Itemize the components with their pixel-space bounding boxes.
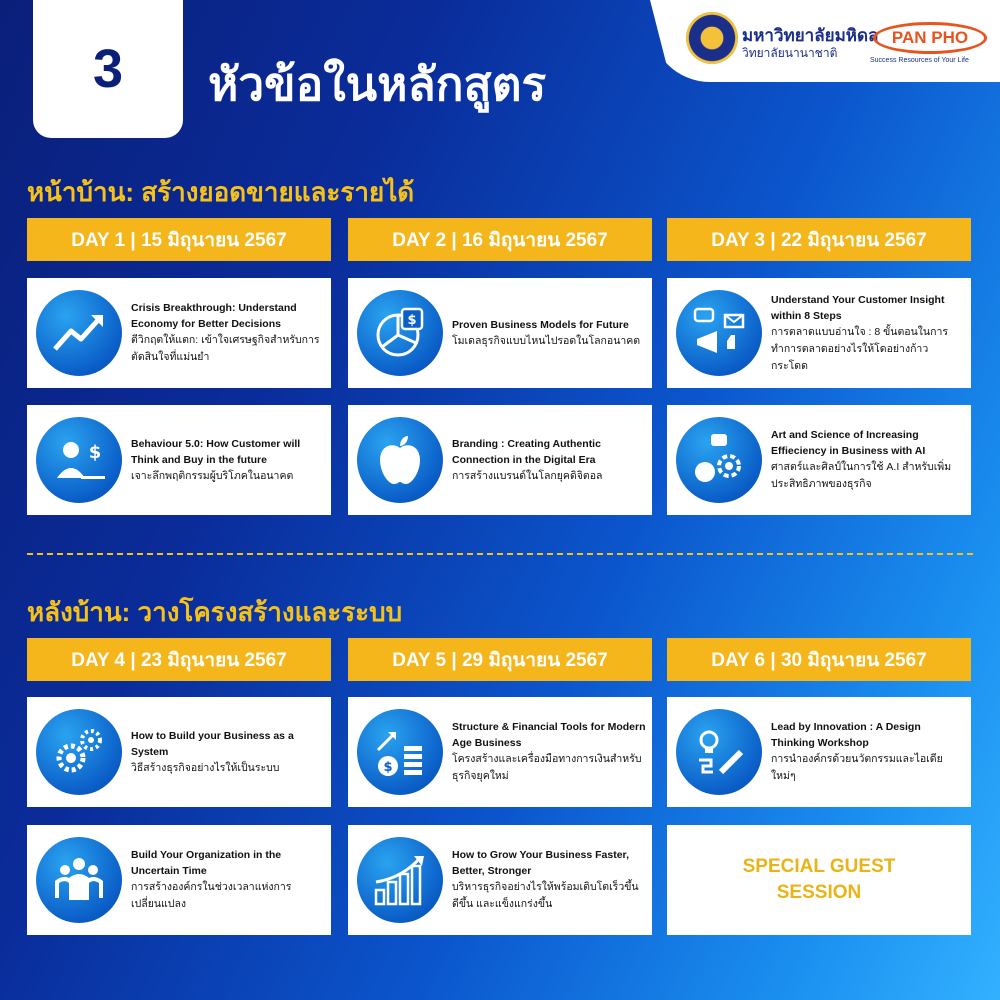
session-title-en: How to Build your Business as a System — [131, 729, 294, 758]
day-3-bar: DAY 3 | 22 มิถุนายน 2567 — [667, 218, 971, 261]
session-card — [27, 278, 331, 388]
session-title-th: การสร้างองค์กรในช่วงเวลาแห่งการเปลี่ยนแปลง — [131, 881, 292, 910]
special-guest-card — [667, 825, 971, 935]
session-card — [348, 697, 652, 807]
session-title-th: วิธีสร้างธุรกิจอย่างไรให้เป็นระบบ — [131, 761, 280, 774]
session-card — [667, 697, 971, 807]
session-title-th: การนำองค์กรด้วยนวัตกรรมและไอเดียใหม่ๆ — [771, 753, 943, 782]
section-divider — [27, 553, 973, 555]
svg-text:$: $ — [88, 442, 102, 463]
session-card — [667, 278, 971, 388]
session-card — [27, 405, 331, 515]
session-card — [348, 278, 652, 388]
customer-icon — [36, 417, 122, 503]
day-5-bar: DAY 5 | 29 มิถุนายน 2567 — [348, 638, 652, 681]
day-4-bar: DAY 4 | 23 มิถุนายน 2567 — [27, 638, 331, 681]
svg-text:$: $ — [407, 313, 417, 328]
svg-text:$: $ — [383, 760, 393, 775]
section-heading-back: หลังบ้าน: วางโครงสร้างและระบบ — [27, 597, 403, 627]
session-title-en: Branding : Creating Authentic Connection in the Digital Era — [452, 437, 601, 466]
special-guest-label: SPECIAL GUEST SESSION — [742, 856, 896, 903]
session-title-th: เจาะลึกพฤติกรรมผู้บริโภคในอนาคต — [131, 469, 294, 482]
team-icon — [36, 837, 122, 923]
partner-tagline: Success Resources of Your Life — [870, 57, 969, 64]
session-title-th: การตลาดแบบอ่านใจ : 8 ขั้นตอนในการทำการตลาดอย่างไรให้โดอย่างก้าวกระโดด — [771, 325, 948, 372]
day-1-bar: DAY 1 | 15 มิถุนายน 2567 — [27, 218, 331, 261]
session-title-en: How to Grow Your Business Faster, Better, Stronger — [452, 849, 629, 877]
session-card — [348, 825, 652, 935]
session-title-en: Understand Your Customer Insight within 8 Steps — [771, 293, 945, 322]
partner-logo: PAN PHO — [873, 22, 987, 54]
session-card — [348, 405, 652, 515]
session-card — [27, 697, 331, 807]
gears-icon — [36, 709, 122, 795]
section-number: 3 — [92, 39, 124, 99]
session-title-en: Proven Business Models for Future — [452, 318, 629, 331]
section-number-box — [33, 0, 183, 138]
pie-chart-icon — [357, 290, 443, 376]
day-2-bar: DAY 2 | 16 มิถุนายน 2567 — [348, 218, 652, 261]
page-title: หัวข้อในหลักสูตร — [208, 58, 547, 110]
session-title-th: การสร้างแบรนด์ในโลกยุคดิจิตอล — [452, 469, 603, 482]
session-title-th: ตีวิกฤตให้แตก: เข้าใจเศรษฐกิจสำหรับการตัดสินใจที่แม่นยำ — [131, 334, 320, 363]
session-title-en: Structure & Financial Tools for Modern Age Business — [452, 721, 646, 749]
session-title-th: โมเดลธุรกิจแบบไหนไปรอดในโลกอนาคต — [452, 334, 641, 347]
session-title-en: Art and Science of Increasing Effieciency in Business with AI — [771, 429, 926, 457]
lightbulb-pencil-icon — [676, 709, 762, 795]
session-title-th: ศาสตร์และศิลป์ในการใช้ A.I สำหรับเพิ่มประสิทธิภาพของธุรกิจ — [771, 461, 952, 490]
university-seal-icon — [686, 12, 738, 64]
session-card — [667, 405, 971, 515]
session-title-en: Behaviour 5.0: How Customer will Think and Buy in the future — [131, 437, 301, 466]
university-name: มหาวิทยาลัยมหิดล — [742, 26, 879, 45]
day-6-bar: DAY 6 | 30 มิถุนายน 2567 — [667, 638, 971, 681]
apple-icon — [357, 417, 443, 503]
section-heading-front: หน้าบ้าน: สร้างยอดขายและรายได้ — [27, 177, 415, 207]
trend-up-icon — [36, 290, 122, 376]
session-title-th: บริหารธุรกิจอย่างไรให้พร้อมเติบโตเร็วขึ้น ดีขึ้น และแข็งแกร่งขึ้น — [452, 881, 639, 910]
ai-robot-icon — [676, 417, 762, 503]
university-subtitle: วิทยาลัยนานาชาติ — [742, 46, 838, 60]
session-card — [27, 825, 331, 935]
session-title-en: Lead by Innovation : A Design Thinking Workshop — [771, 721, 921, 749]
growth-bars-icon — [357, 837, 443, 923]
finance-tools-icon — [357, 709, 443, 795]
session-title-en: Build Your Organization in the Uncertain Time — [131, 849, 282, 877]
megaphone-icon — [676, 290, 762, 376]
session-title-en: Crisis Breakthrough: Understand Economy for Better Decisions — [131, 302, 297, 330]
session-title-th: โครงสร้างและเครื่องมือทางการเงินสำหรับธุรกิจยุคใหม่ — [452, 753, 642, 782]
